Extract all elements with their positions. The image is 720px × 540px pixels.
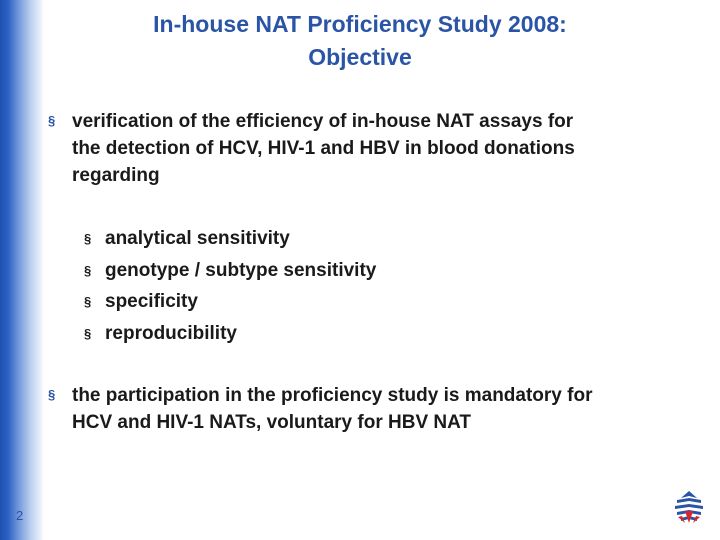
sub-bullet-list [84,223,376,349]
sub-bullet-item [84,255,376,287]
page-number: 2 [16,508,24,523]
slide-side-bar [0,0,44,540]
slide-title [60,8,660,74]
title-line-2: Objective [308,44,412,70]
bullet-verification [72,108,682,189]
bullet-line: the detection of HCV, HIV-1 and HBV in blood donations [72,138,575,159]
organization-logo-icon [672,490,706,524]
sub-bullet-marker: § [84,294,92,309]
sub-bullet-text: specificity [105,291,198,312]
bullet-participation [72,382,702,436]
sub-bullet-item [84,286,376,318]
bullet-marker-2: § [48,387,56,402]
bullet-line: the participation in the proficiency study is mandatory for [72,385,593,406]
bullet-marker-1: § [48,113,56,128]
sub-bullet-marker: § [84,262,92,278]
sub-bullet-item [84,318,376,350]
title-line-1: In-house NAT Proficiency Study 2008: [153,11,567,37]
sub-bullet-marker: § [84,231,92,246]
sub-bullet-text: genotype / subtype sensitivity [105,259,377,281]
bullet-line: regarding [72,165,160,186]
sub-bullet-text: analytical sensitivity [105,228,290,249]
sub-bullet-marker: § [84,325,92,341]
bullet-line: HCV and HIV-1 NATs, voluntary for HBV NAT [72,412,472,433]
sub-bullet-text: reproducibility [105,322,237,344]
bullet-line: verification of the efficiency of in-house NAT assays for [72,111,574,132]
sub-bullet-item [84,223,376,255]
